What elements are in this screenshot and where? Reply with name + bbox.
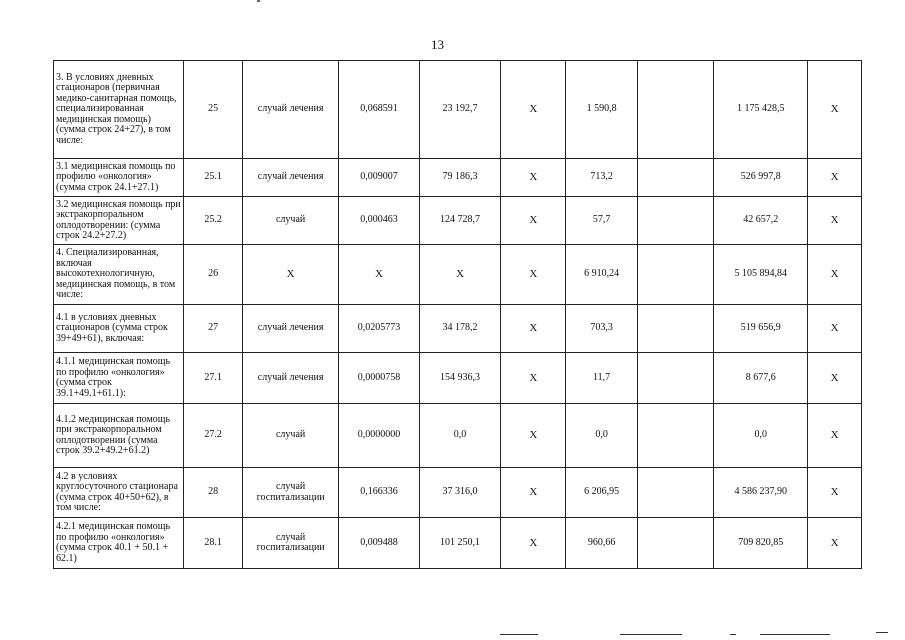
row-total: 519 656,9 (714, 305, 808, 353)
footer-rule (620, 634, 682, 635)
row-name: 3. В условиях дневных стационаров (первичная медико-санитарная помощь, специализированная медицинская помощь) (сумма строк 24+27), в том числе: (54, 61, 184, 159)
row-per-capita: 6 206,95 (566, 468, 637, 518)
row-name: 4. Специализированная, включая высокотехнологичную, медицинская помощь, в том числе: (54, 245, 184, 305)
row-total: 5 105 894,84 (714, 245, 808, 305)
row-per-capita: 703,3 (566, 305, 637, 353)
row-total: 709 820,85 (714, 518, 808, 569)
row-cost: 154 936,3 (419, 353, 501, 404)
footer-rule (876, 632, 888, 633)
row-cost: 124 728,7 (419, 197, 501, 245)
row-code: 27 (184, 305, 243, 353)
row-volume: 0,009007 (339, 159, 420, 197)
row-col5: Х (501, 245, 566, 305)
row-cost: 101 250,1 (419, 518, 501, 569)
row-col5: Х (501, 518, 566, 569)
footer-rule (500, 634, 538, 635)
row-name: 4.2 в условиях круглосуточного стационара (сумма строк 40+50+62), в том числе: (54, 468, 184, 518)
row-col5: Х (501, 353, 566, 404)
row-col9: Х (808, 159, 862, 197)
table-row (54, 353, 862, 404)
row-col9: Х (808, 245, 862, 305)
table-row (54, 305, 862, 353)
row-per-capita: 1 590,8 (566, 61, 637, 159)
row-col9: Х (808, 197, 862, 245)
tariff-table (53, 60, 862, 569)
row-col7 (637, 404, 713, 468)
row-cost: 37 316,0 (419, 468, 501, 518)
table-row (54, 404, 862, 468)
row-name: 4.2.1 медицинская помощь по профилю «онкология» (сумма строк 40.1 + 50.1 + 62.1) (54, 518, 184, 569)
row-total: 526 997,8 (714, 159, 808, 197)
row-col9: Х (808, 468, 862, 518)
row-cost: 0,0 (419, 404, 501, 468)
row-volume: Х (339, 245, 420, 305)
table-row (54, 518, 862, 569)
row-volume: 0,009488 (339, 518, 420, 569)
table-row (54, 61, 862, 159)
row-unit: случай лечения (243, 305, 339, 353)
row-total: 0,0 (714, 404, 808, 468)
row-col5: Х (501, 468, 566, 518)
row-per-capita: 57,7 (566, 197, 637, 245)
row-cost: 34 178,2 (419, 305, 501, 353)
row-col7 (637, 197, 713, 245)
row-col5: Х (501, 404, 566, 468)
row-per-capita: 960,66 (566, 518, 637, 569)
row-code: 28 (184, 468, 243, 518)
row-unit: случай (243, 404, 339, 468)
row-volume: 0,0205773 (339, 305, 420, 353)
table-row (54, 159, 862, 197)
row-col5: Х (501, 159, 566, 197)
row-unit: случай госпитализации (243, 518, 339, 569)
row-per-capita: 6 910,24 (566, 245, 637, 305)
row-unit: случай лечения (243, 353, 339, 404)
row-total: 8 677,6 (714, 353, 808, 404)
row-code: 27.2 (184, 404, 243, 468)
row-cost: Х (419, 245, 501, 305)
row-name: 3.2 медицинская помощь при экстракорпоральном оплодотворении: (сумма строк 24.2+27.2) (54, 197, 184, 245)
row-per-capita: 0,0 (566, 404, 637, 468)
row-code: 25.1 (184, 159, 243, 197)
row-volume: 0,166336 (339, 468, 420, 518)
row-total: 42 657,2 (714, 197, 808, 245)
row-unit: случай (243, 197, 339, 245)
row-code: 27.1 (184, 353, 243, 404)
row-col7 (637, 353, 713, 404)
row-col9: Х (808, 404, 862, 468)
row-col9: Х (808, 305, 862, 353)
table-row (54, 197, 862, 245)
row-col5: Х (501, 197, 566, 245)
row-per-capita: 713,2 (566, 159, 637, 197)
row-unit: Х (243, 245, 339, 305)
row-code: 28.1 (184, 518, 243, 569)
row-col7 (637, 468, 713, 518)
table-row (54, 468, 862, 518)
row-code: 25.2 (184, 197, 243, 245)
row-unit: случай лечения (243, 61, 339, 159)
row-name: 4.1.1 медицинская помощь по профилю «онкология» (сумма строк 39.1+49.1+61.1): (54, 353, 184, 404)
page-number: 13 (431, 37, 444, 52)
footer-rule (730, 634, 736, 635)
row-volume: 0,0000758 (339, 353, 420, 404)
row-per-capita: 11,7 (566, 353, 637, 404)
row-volume: 0,0000000 (339, 404, 420, 468)
row-unit: случай госпитализации (243, 468, 339, 518)
table-row (54, 245, 862, 305)
row-total: 1 175 428,5 (714, 61, 808, 159)
row-col9: Х (808, 61, 862, 159)
row-code: 25 (184, 61, 243, 159)
row-volume: 0,068591 (339, 61, 420, 159)
row-col5: Х (501, 305, 566, 353)
row-cost: 23 192,7 (419, 61, 501, 159)
row-col7 (637, 159, 713, 197)
row-col9: Х (808, 518, 862, 569)
row-col9: Х (808, 353, 862, 404)
row-col7 (637, 305, 713, 353)
row-total: 4 586 237,90 (714, 468, 808, 518)
row-col7 (637, 518, 713, 569)
row-name: 4.1.2 медицинская помощь при экстракорпоральном оплодотворении (сумма строк 39.2+49.2+61.2) (54, 404, 184, 468)
row-name: 3.1 медицинская помощь по профилю «онкология» (сумма строк 24.1+27.1) (54, 159, 184, 197)
row-unit: случай лечения (243, 159, 339, 197)
footer-rule (760, 634, 830, 635)
row-name: 4.1 в условиях дневных стационаров (сумма строк 39+49+61), включая: (54, 305, 184, 353)
row-cost: 79 186,3 (419, 159, 501, 197)
row-col5: Х (501, 61, 566, 159)
row-col7 (637, 61, 713, 159)
scan-mark (257, 0, 260, 2)
row-code: 26 (184, 245, 243, 305)
row-volume: 0,000463 (339, 197, 420, 245)
row-col7 (637, 245, 713, 305)
